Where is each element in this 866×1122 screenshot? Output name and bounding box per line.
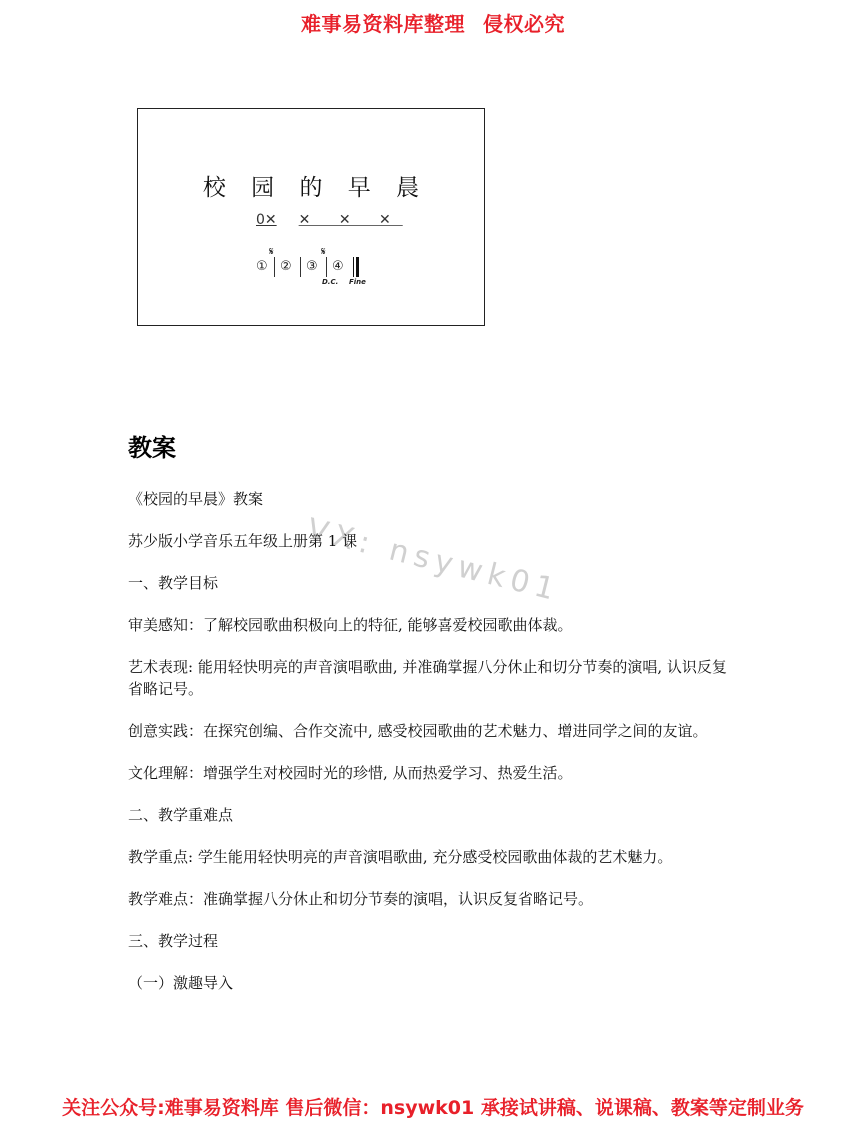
section-heading: 三、教学过程 [128,932,219,950]
header-banner-text: 难事易资料库整理 [301,12,465,36]
segno-icon: 𝄋 [269,245,274,258]
barline [326,257,327,277]
footer-banner: 关注公众号:难事易资料库 售后微信：nsywk01 承接试讲稿、说课稿、教案等定制业务 [62,1097,804,1119]
doc-paragraph: 《校园的早晨》教案 [128,490,264,508]
document-heading: 教案 [128,434,176,462]
doc-paragraph: 审美感知：了解校园歌曲积极向上的特征, 能够喜爱校园歌曲体裁。 [128,616,573,634]
section-heading: 二、教学重难点 [128,806,234,824]
barline [274,257,275,277]
doc-paragraph: 艺术表现: 能用轻快明亮的声音演唱歌曲, 并准确掌握八分休止和切分节奏的演唱, 认识反复省略记号。 [128,658,727,698]
segment-1: ① [256,259,268,274]
final-barline-thick [356,257,359,277]
document-body [128,488,738,1014]
section-heading: 一、教学目标 [128,574,219,592]
doc-paragraph: 苏少版小学音乐五年级上册第 1 课 [128,532,358,550]
doc-paragraph: 教学难点：准确掌握八分休止和切分节奏的演唱，认识反复省略记号。 [128,890,594,908]
doc-paragraph: 教学重点: 学生能用轻快明亮的声音演唱歌曲, 充分感受校园歌曲体裁的艺术魅力。 [128,848,673,866]
slide-title: 校 园 的 早 晨 [202,175,429,201]
subsection-heading: （一）激趣导入 [128,974,234,992]
rhythm-pattern [256,212,403,228]
dc-label: D.C. [322,278,339,286]
doc-paragraph: 文化理解：增强学生对校园时光的珍惜, 从而热爱学习、热爱生活。 [128,764,573,782]
segno-icon: 𝄋 [321,245,326,258]
slide-image [137,108,485,326]
barline [300,257,301,277]
header-notice: 侵权必究 [483,12,565,36]
segment-2: ② [280,259,292,274]
fine-label: Fine [349,278,366,286]
doc-paragraph: 创意实践：在探究创编、合作交流中, 感受校园歌曲的艺术魅力、增进同学之间的友谊。 [128,722,708,740]
segment-4: ④ [332,259,344,274]
final-barline [353,257,354,277]
segment-3: ③ [306,259,318,274]
rhythm-rest: ✕ ✕ ✕ [298,212,403,228]
rhythm-first: 0✕ [256,212,277,228]
header-banner [0,8,866,37]
watermark: VX: nsywk01 [303,512,564,609]
repeat-structure-score [256,247,368,289]
